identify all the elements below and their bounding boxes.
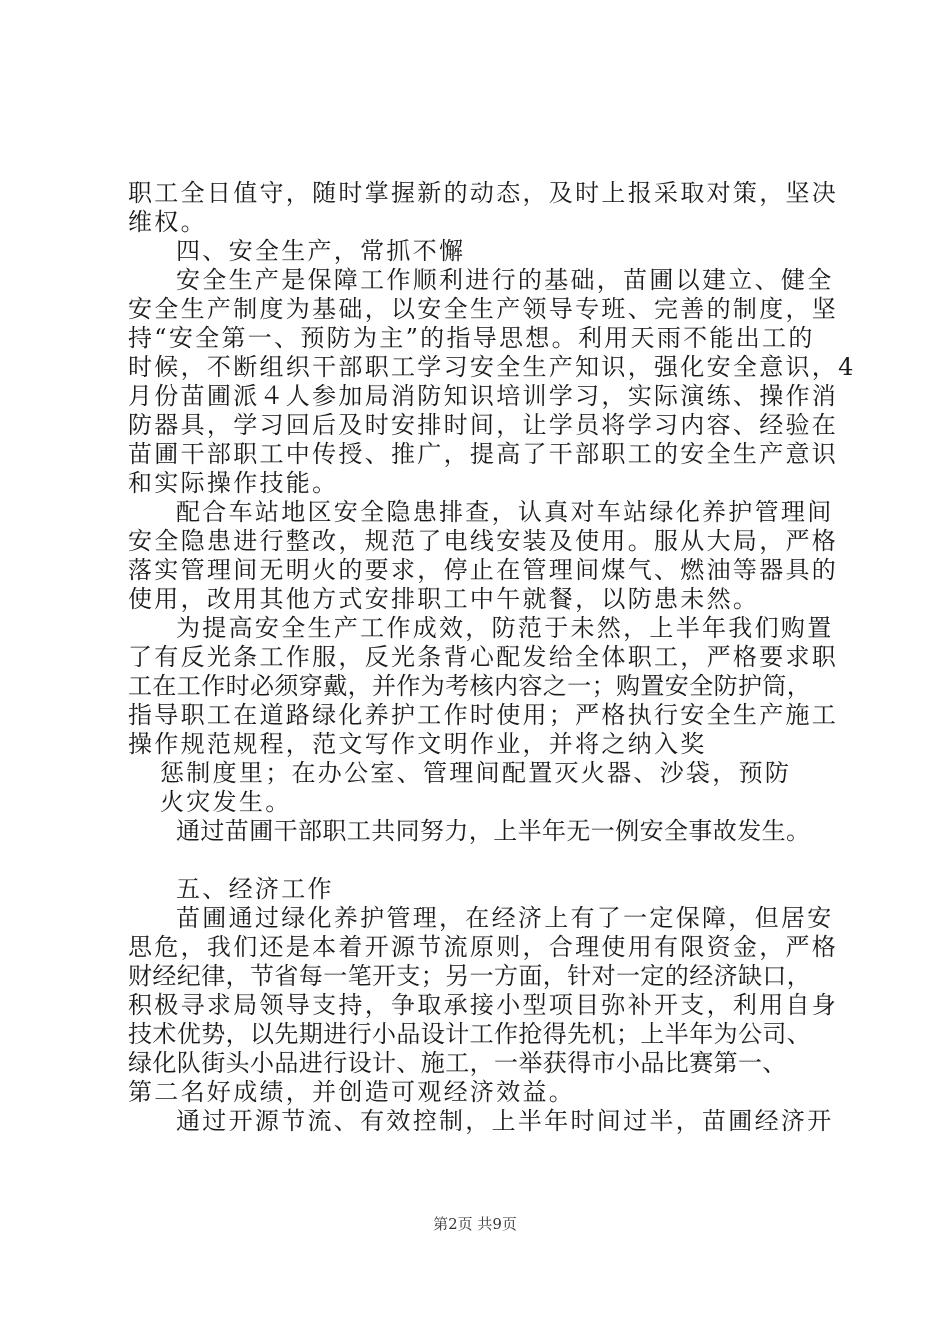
text-line-20: 操作规范规程，范文写作文明作业，并将之纳入奖 — [128, 730, 707, 758]
text-line-11: 和实际操作技能。 — [128, 469, 339, 497]
text-line-2: 维权。 — [128, 208, 207, 236]
text-line-28: 积极寻求局领导支持，争取承接小型项目弥补开支，利用自身 — [128, 991, 839, 1019]
text-line-5: 安全生产制度为基础，以安全生产领导专班、完善的制度，坚 — [128, 295, 839, 323]
text-line-25: 苗圃通过绿化养护管理，在经济上有了一定保障，但居安 — [176, 904, 834, 932]
text-line-31: 第二名好成绩，并创造可观经济效益。 — [128, 1078, 576, 1106]
text-line-26: 思危，我们还是本着开源节流原则，合理使用有限资金，严格 — [128, 933, 839, 961]
section-heading-safety: 四、安全生产，常抓不懈 — [176, 237, 466, 265]
text-line-32: 通过开源节流、有效控制，上半年时间过半，苗圃经济开 — [176, 1107, 834, 1135]
text-line-17: 了有反光条工作服，反光条背心配发给全体职工，严格要求职 — [128, 643, 839, 671]
text-line-9: 防器具，学习回后及时安排时间，让学员将学习内容、经验在 — [128, 411, 839, 439]
text-line-6: 持“安全第一、预防为主”的指导思想。利用天雨不能出工的 — [128, 324, 815, 352]
text-line-12: 配合车站地区安全隐患排查，认真对车站绿化养护管理间 — [176, 498, 834, 526]
text-line-13: 安全隐患进行整改，规范了电线安装及使用。服从大局，严格 — [128, 527, 839, 555]
text-line-1: 职工全日值守，随时掌握新的动态，及时上报采取对策，坚决 — [128, 179, 839, 207]
text-line-29: 技术优势，以先期进行小品设计工作抢得先机；上半年为公司、 — [128, 1020, 812, 1048]
section-heading-economy: 五、经济工作 — [176, 875, 334, 903]
text-line-23: 通过苗圃干部职工共同努力，上半年无一例安全事故发生。 — [176, 817, 811, 845]
page-number-footer: 第2页 共9页 — [433, 1215, 517, 1233]
text-line-27: 财经纪律，节省每一笔开支；另一方面，针对一定的经济缺口， — [128, 962, 812, 990]
text-line-19: 指导职工在道路绿化养护工作时使用；严格执行安全生产施工 — [128, 701, 839, 729]
text-line-15: 使用，改用其他方式安排职工中午就餐，以防患未然。 — [128, 585, 760, 613]
text-line-16: 为提高安全生产工作成效，防范于未然，上半年我们购置 — [176, 614, 834, 642]
text-line-10: 苗圃干部职工中传授、推广，提高了干部职工的安全生产意识 — [128, 440, 839, 468]
text-line-7: 时候，不断组织干部职工学习安全生产知识，强化安全意识，4 — [128, 353, 856, 381]
text-line-8: 月份苗圃派４人参加局消防知识培训学习，实际演练、操作消 — [128, 382, 839, 410]
text-line-18: 工在工作时必须穿戴，并作为考核内容之一；购置安全防护筒， — [128, 672, 812, 700]
text-line-30: 绿化队街头小品进行设计、施工，一举获得市小品比赛第一、 — [128, 1049, 787, 1077]
text-line-14: 落实管理间无明火的要求，停止在管理间煤气、燃油等器具的 — [128, 556, 839, 584]
text-line-22: 火灾发生。 — [160, 788, 292, 816]
text-line-21: 惩制度里；在办公室、管理间配置灭火器、沙袋，预防 — [160, 759, 792, 787]
text-line-4: 安全生产是保障工作顺利进行的基础，苗圃以建立、健全 — [176, 266, 834, 294]
